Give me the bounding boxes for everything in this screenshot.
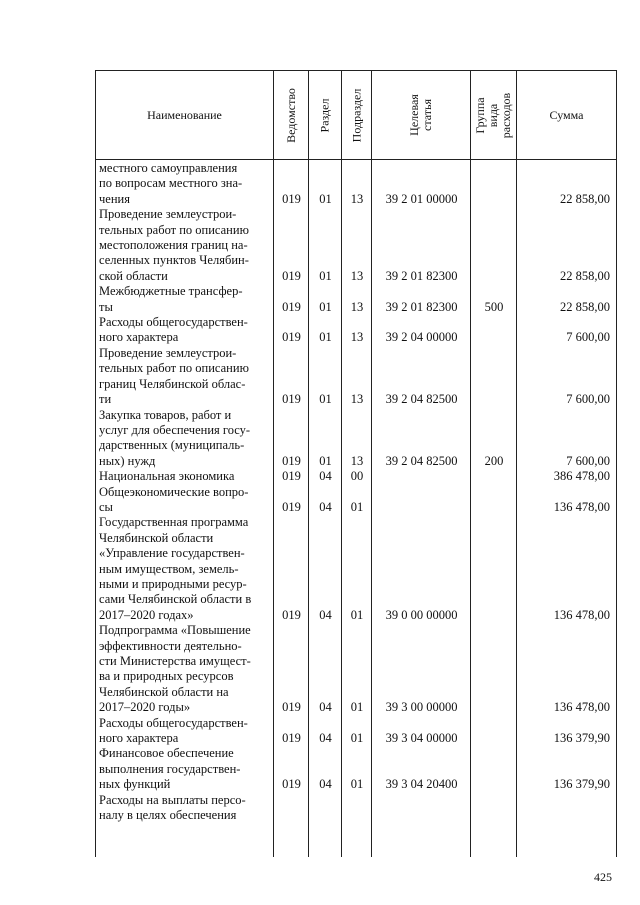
header-amount: [517, 71, 616, 159]
row-subsection: 13: [350, 330, 364, 345]
row-name-line: Государственная программа: [99, 515, 249, 530]
row-name-line: ской области: [99, 268, 168, 283]
row-name-line: Проведение землеустрои-: [99, 345, 237, 360]
header-department-label: Ведомство: [283, 87, 298, 143]
row-name-line: ных функций: [99, 777, 171, 792]
table-row: [96, 515, 616, 623]
row-department: 019: [282, 731, 301, 746]
row-amount: 136 478,00: [553, 499, 610, 514]
row-subsection: 00: [350, 469, 364, 484]
row-amount: 386 478,00: [553, 469, 610, 484]
row-name-line: границ Челябинской облас-: [99, 376, 246, 391]
row-name-line: местоположения границ на-: [99, 238, 248, 253]
row-name-line: ных) нужд: [99, 453, 156, 468]
row-target-article: 39 3 04 00000: [385, 731, 458, 746]
row-section: 01: [319, 299, 332, 314]
row-name-line: Расходы на выплаты персо-: [99, 792, 246, 807]
table-row: [96, 408, 616, 470]
header-subsection: [342, 71, 371, 159]
row-amount: 136 379,90: [553, 777, 610, 792]
row-name-line: Проведение землеустрои-: [99, 207, 237, 222]
row-department: 019: [282, 777, 301, 792]
row-name: [96, 469, 274, 484]
row-department: 019: [282, 299, 301, 314]
header-amount-label: Сумма: [549, 107, 584, 122]
header-section-label: Раздел: [317, 98, 332, 132]
row-name-line: Расходы общегосударствен-: [99, 715, 248, 730]
header-section: [309, 71, 341, 159]
header-department: [274, 71, 308, 159]
table-row: [96, 623, 616, 715]
row-target-article: 39 0 00 00000: [385, 607, 458, 622]
table-body: [96, 161, 616, 823]
row-section: 04: [319, 777, 332, 792]
row-name: [96, 716, 274, 747]
row-name-line: тельных работ по описанию: [99, 361, 249, 376]
row-name-line: Расходы общегосударствен-: [99, 315, 248, 330]
row-section: 04: [319, 731, 332, 746]
table-row: [96, 716, 616, 747]
row-name-line: сти Министерства имущест-: [99, 654, 251, 668]
table-row: [96, 207, 616, 284]
row-name-line: Национальная экономика: [99, 469, 235, 484]
row-name-line: «Управление государствен-: [99, 546, 245, 561]
row-name-line: местного самоуправления: [99, 161, 238, 175]
row-subsection: 13: [350, 453, 364, 468]
row-name-line: ного характера: [99, 731, 179, 746]
row-name-line: сами Челябинской области в: [99, 592, 252, 607]
row-subsection: 13: [350, 392, 364, 407]
table-row: [96, 469, 616, 484]
row-name-line: ты: [99, 299, 113, 314]
row-department: 019: [282, 469, 301, 484]
row-name-line: сы: [99, 499, 113, 514]
row-name-line: налу в целях обеспечения: [99, 808, 237, 823]
row-name-line: Финансовое обеспечение: [99, 746, 234, 761]
row-department: 019: [282, 268, 301, 283]
row-section: 04: [319, 469, 332, 484]
header-expense-group-label: Группа вида расходов: [473, 92, 513, 138]
row-department: 019: [282, 607, 301, 622]
row-target-article: 39 2 01 82300: [385, 268, 458, 283]
row-section: 04: [319, 499, 332, 514]
row-amount: 7 600,00: [566, 453, 610, 468]
row-subsection: 01: [350, 607, 364, 622]
header-target-article: [372, 71, 470, 159]
row-section: 01: [319, 268, 332, 283]
row-name: [96, 346, 274, 408]
row-amount: 136 379,90: [553, 731, 610, 746]
row-name-line: ва и природных ресурсов: [99, 669, 234, 684]
row-amount: 136 478,00: [553, 700, 610, 715]
table-row: [96, 315, 616, 346]
row-section: 01: [319, 330, 332, 345]
row-name-line: Челябинской области на: [99, 684, 229, 699]
row-name-line: ти: [99, 392, 112, 407]
row-name-line: Подпрограмма «Повышение: [99, 623, 251, 638]
row-name-line: 2017–2020 годах»: [99, 607, 194, 622]
header-subsection-label: Подраздел: [349, 88, 364, 142]
header-name-label: Наименование: [147, 107, 222, 122]
row-name-line: Межбюджетные трансфер-: [99, 284, 243, 299]
row-target-article: 39 2 01 00000: [385, 191, 458, 206]
row-section: 01: [319, 392, 332, 407]
row-target-article: 39 2 04 00000: [385, 330, 458, 345]
table-row: [96, 485, 616, 516]
header-expense-group: [471, 71, 516, 159]
row-amount: 22 858,00: [560, 191, 610, 206]
row-section: 01: [319, 191, 332, 206]
row-name-line: 2017–2020 годы»: [99, 700, 191, 715]
row-name-line: ного характера: [99, 330, 179, 345]
row-name: [96, 515, 274, 623]
row-name: [96, 746, 274, 792]
row-department: 019: [282, 453, 301, 468]
row-name: [96, 207, 274, 284]
row-name-line: Челябинской области: [99, 530, 214, 545]
row-subsection: 13: [350, 191, 364, 206]
row-name: [96, 485, 274, 516]
row-amount: 22 858,00: [560, 268, 610, 283]
row-target-article: 39 2 04 82500: [385, 392, 458, 407]
row-subsection: 01: [350, 731, 364, 746]
row-subsection: 01: [350, 499, 364, 514]
row-name-line: эффективности деятельно-: [99, 638, 242, 653]
row-name: [96, 408, 274, 470]
row-subsection: 01: [350, 777, 364, 792]
row-target-article: 39 3 04 20400: [385, 777, 458, 792]
row-section: 01: [319, 453, 332, 468]
row-name-line: чения: [99, 191, 130, 206]
row-expense-group: 200: [484, 453, 504, 468]
row-target-article: 39 2 04 82500: [385, 453, 458, 468]
row-department: 019: [282, 191, 301, 206]
row-name-line: селенных пунктов Челябин-: [99, 253, 249, 268]
row-subsection: 01: [350, 700, 364, 715]
header-name: [96, 71, 273, 159]
row-amount: 7 600,00: [566, 392, 610, 407]
row-name-line: тельных работ по описанию: [99, 222, 249, 237]
row-subsection: 13: [350, 299, 364, 314]
row-name: [96, 315, 274, 346]
row-amount: 7 600,00: [566, 330, 610, 345]
row-subsection: 13: [350, 268, 364, 283]
row-department: 019: [282, 330, 301, 345]
row-department: 019: [282, 392, 301, 407]
table-row: [96, 284, 616, 315]
row-department: 019: [282, 700, 301, 715]
row-name-line: услуг для обеспечения госу-: [99, 422, 251, 437]
row-amount: 136 478,00: [553, 607, 610, 622]
row-target-article: 39 2 01 82300: [385, 299, 458, 314]
table-row: [96, 746, 616, 792]
row-target-article: 39 3 00 00000: [385, 700, 458, 715]
budget-table: [95, 70, 617, 857]
row-name-line: по вопросам местного зна-: [99, 176, 243, 191]
row-name-line: выполнения государствен-: [99, 761, 241, 776]
row-expense-group: 500: [484, 299, 504, 314]
row-name-line: дарственных (муниципаль-: [99, 438, 245, 453]
table-row: [96, 793, 616, 824]
row-name-line: ными и природными ресур-: [99, 576, 247, 591]
row-section: 04: [319, 607, 332, 622]
row-amount: 22 858,00: [560, 299, 610, 314]
row-name: [96, 623, 274, 715]
table-row: [96, 346, 616, 408]
header-target-article-label: Целевая статья: [407, 94, 434, 136]
header-bottom-border: [96, 159, 616, 160]
table-row: [96, 161, 616, 207]
page-number: 425: [594, 870, 612, 884]
row-name: [96, 161, 274, 207]
row-name: [96, 793, 274, 824]
row-name-line: Общеэкономические вопро-: [99, 484, 249, 499]
row-section: 04: [319, 700, 332, 715]
row-department: 019: [282, 499, 301, 514]
row-name-line: Закупка товаров, работ и: [99, 407, 232, 422]
row-name-line: ным имуществом, земель-: [99, 561, 239, 576]
row-name: [96, 284, 274, 315]
